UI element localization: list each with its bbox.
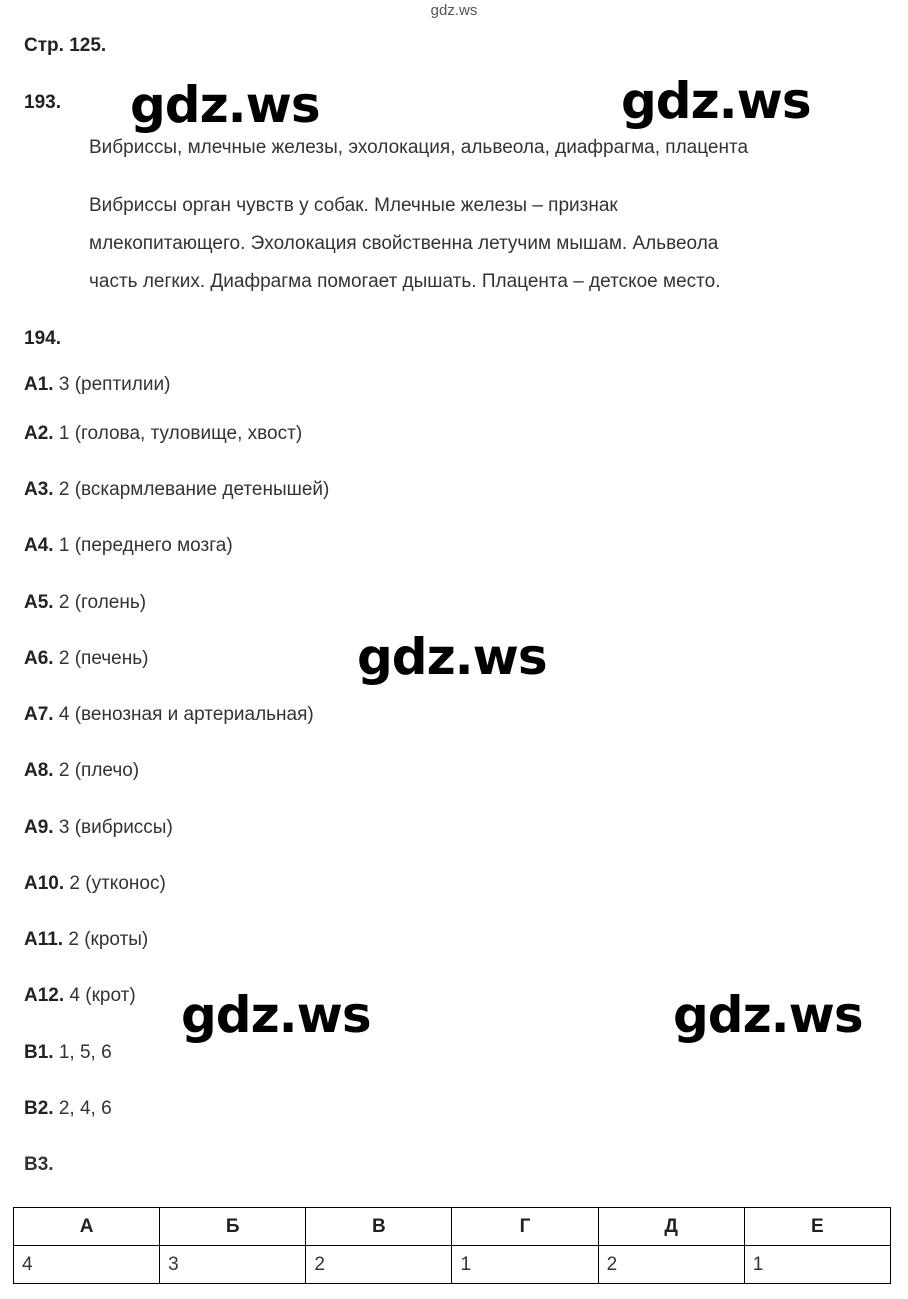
answer-text: 2 (голень) bbox=[58, 592, 147, 613]
answer-a7 bbox=[24, 704, 314, 726]
answer-label: А3. bbox=[24, 479, 54, 500]
answer-a8 bbox=[24, 760, 139, 782]
task-193-line-2: млекопитающего. Эхолокация свойственна летучим мышам. Альвеола bbox=[89, 233, 719, 254]
task-193-number: 193. bbox=[24, 92, 61, 113]
table-cell: 2 bbox=[306, 1246, 452, 1284]
answer-a2 bbox=[24, 423, 302, 445]
table-header-cell: Г bbox=[452, 1208, 598, 1246]
answer-label: А7. bbox=[24, 704, 54, 725]
answer-a1 bbox=[24, 374, 170, 396]
answer-text: 4 (крот) bbox=[69, 985, 136, 1006]
answer-a9 bbox=[24, 817, 173, 839]
b3-answer-table bbox=[13, 1207, 891, 1284]
watermark: gdz.ws bbox=[130, 76, 320, 134]
table-row bbox=[14, 1246, 891, 1284]
page-heading: Стр. 125. bbox=[24, 35, 107, 56]
answer-label: А8. bbox=[24, 760, 54, 781]
answer-label: А9. bbox=[24, 817, 54, 838]
answer-label: А11. bbox=[24, 929, 64, 950]
task-193-line-1: Вибриссы орган чувств у собак. Млечные железы – признак bbox=[89, 195, 618, 216]
answer-text: 2 (плечо) bbox=[58, 760, 140, 781]
answer-a6 bbox=[24, 648, 148, 670]
answer-text: 3 (рептилии) bbox=[58, 374, 171, 395]
answer-label: А6. bbox=[24, 648, 54, 669]
answer-a3 bbox=[24, 479, 329, 501]
table-cell: 1 bbox=[744, 1246, 890, 1284]
answer-text: 2 (вскармлевание детенышей) bbox=[58, 479, 330, 500]
table-header-cell: Б bbox=[160, 1208, 306, 1246]
answer-label: В2. bbox=[24, 1098, 54, 1119]
answer-a5 bbox=[24, 592, 146, 614]
answer-text: 2 (утконос) bbox=[69, 873, 166, 894]
answer-label: А4. bbox=[24, 535, 54, 556]
answer-text: 2 (кроты) bbox=[68, 929, 149, 950]
answer-b1 bbox=[24, 1042, 112, 1064]
answer-text: 2 (печень) bbox=[58, 648, 149, 669]
task-193-terms: Вибриссы, млечные железы, эхолокация, альвеола, диафрагма, плацента bbox=[89, 137, 749, 158]
watermark: gdz.ws bbox=[357, 628, 547, 686]
table-header-cell: В bbox=[306, 1208, 452, 1246]
answer-b2 bbox=[24, 1098, 112, 1120]
table-cell: 1 bbox=[452, 1246, 598, 1284]
answer-b3-label: В3. bbox=[24, 1154, 54, 1175]
answer-label: А5. bbox=[24, 592, 54, 613]
table-cell: 3 bbox=[160, 1246, 306, 1284]
answer-text: 1 (переднего мозга) bbox=[58, 535, 233, 556]
table-cell: 4 bbox=[14, 1246, 160, 1284]
answer-label: В1. bbox=[24, 1042, 54, 1063]
answer-label: А1. bbox=[24, 374, 54, 395]
table-header-cell: Е bbox=[744, 1208, 890, 1246]
answer-a12 bbox=[24, 985, 136, 1007]
answer-text: 2, 4, 6 bbox=[58, 1098, 112, 1119]
answer-text: 1 (голова, туловище, хвост) bbox=[58, 423, 303, 444]
answer-label: А12. bbox=[24, 985, 65, 1006]
answer-text: 3 (вибриссы) bbox=[58, 817, 173, 838]
answer-label: А10. bbox=[24, 873, 65, 894]
answer-label: А2. bbox=[24, 423, 54, 444]
answer-a4 bbox=[24, 535, 233, 557]
table-cell: 2 bbox=[598, 1246, 744, 1284]
answer-text: 1, 5, 6 bbox=[58, 1042, 112, 1063]
answer-a11 bbox=[24, 929, 148, 951]
task-193-line-3: часть легких. Диафрагма помогает дышать. Плацента – детское место. bbox=[89, 271, 721, 292]
table-header-row bbox=[14, 1208, 891, 1246]
table-header-cell: Д bbox=[598, 1208, 744, 1246]
watermark: gdz.ws bbox=[673, 986, 863, 1044]
table-header-cell: А bbox=[14, 1208, 160, 1246]
answer-text: 4 (венозная и артериальная) bbox=[58, 704, 314, 725]
watermark: gdz.ws bbox=[621, 72, 811, 130]
answer-a10 bbox=[24, 873, 166, 895]
top-watermark-link[interactable]: gdz.ws bbox=[430, 2, 478, 19]
task-194-number: 194. bbox=[24, 328, 61, 349]
watermark: gdz.ws bbox=[181, 986, 371, 1044]
